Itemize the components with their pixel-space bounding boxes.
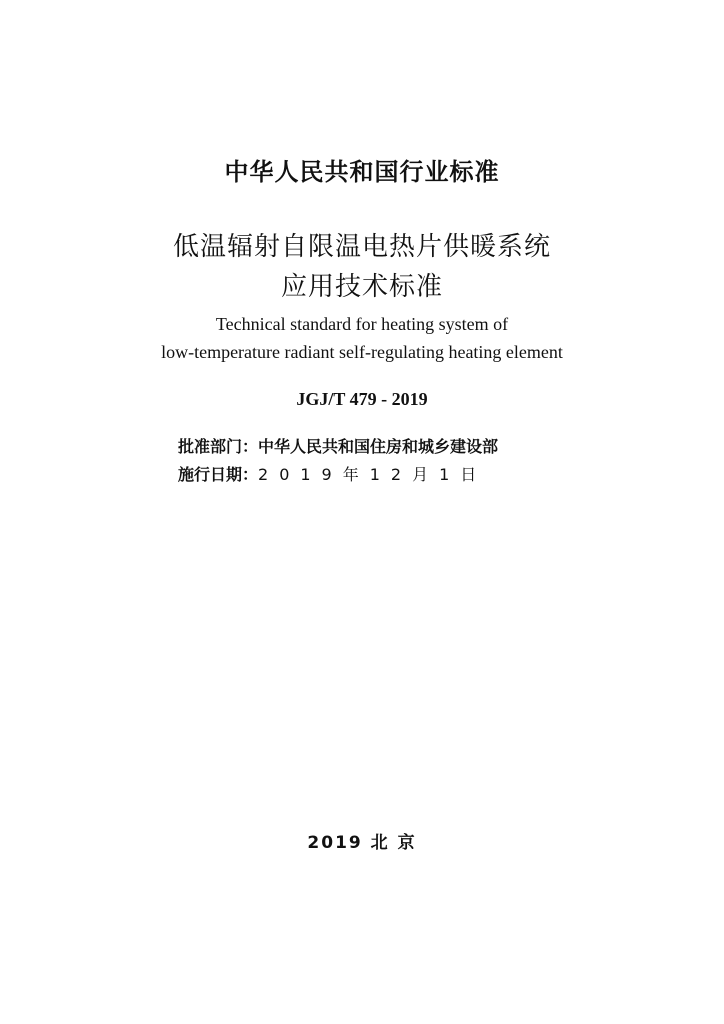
effective-label: 施行日期： bbox=[178, 465, 259, 484]
effective-value: 2019年12月1日 bbox=[258, 465, 488, 484]
effective-date bbox=[178, 462, 487, 485]
title-english-line-1: Technical standard for heating system of bbox=[215, 314, 509, 334]
approval-department bbox=[178, 434, 498, 457]
approval-value: 中华人民共和国住房和城乡建设部 bbox=[258, 437, 499, 456]
title-chinese-line-1: 低温辐射自限温电热片供暖系统 bbox=[172, 232, 551, 262]
standard-category: 中华人民共和国行业标准 bbox=[224, 158, 500, 186]
title-english-line-2: low-temperature radiant self-regulating heating element bbox=[161, 342, 563, 362]
publication-place-year: 2019 北 京 bbox=[307, 833, 417, 853]
standard-number: JGJ/T 479 - 2019 bbox=[296, 389, 428, 409]
approval-label: 批准部门： bbox=[178, 437, 259, 456]
title-chinese-line-2: 应用技术标准 bbox=[280, 272, 443, 302]
